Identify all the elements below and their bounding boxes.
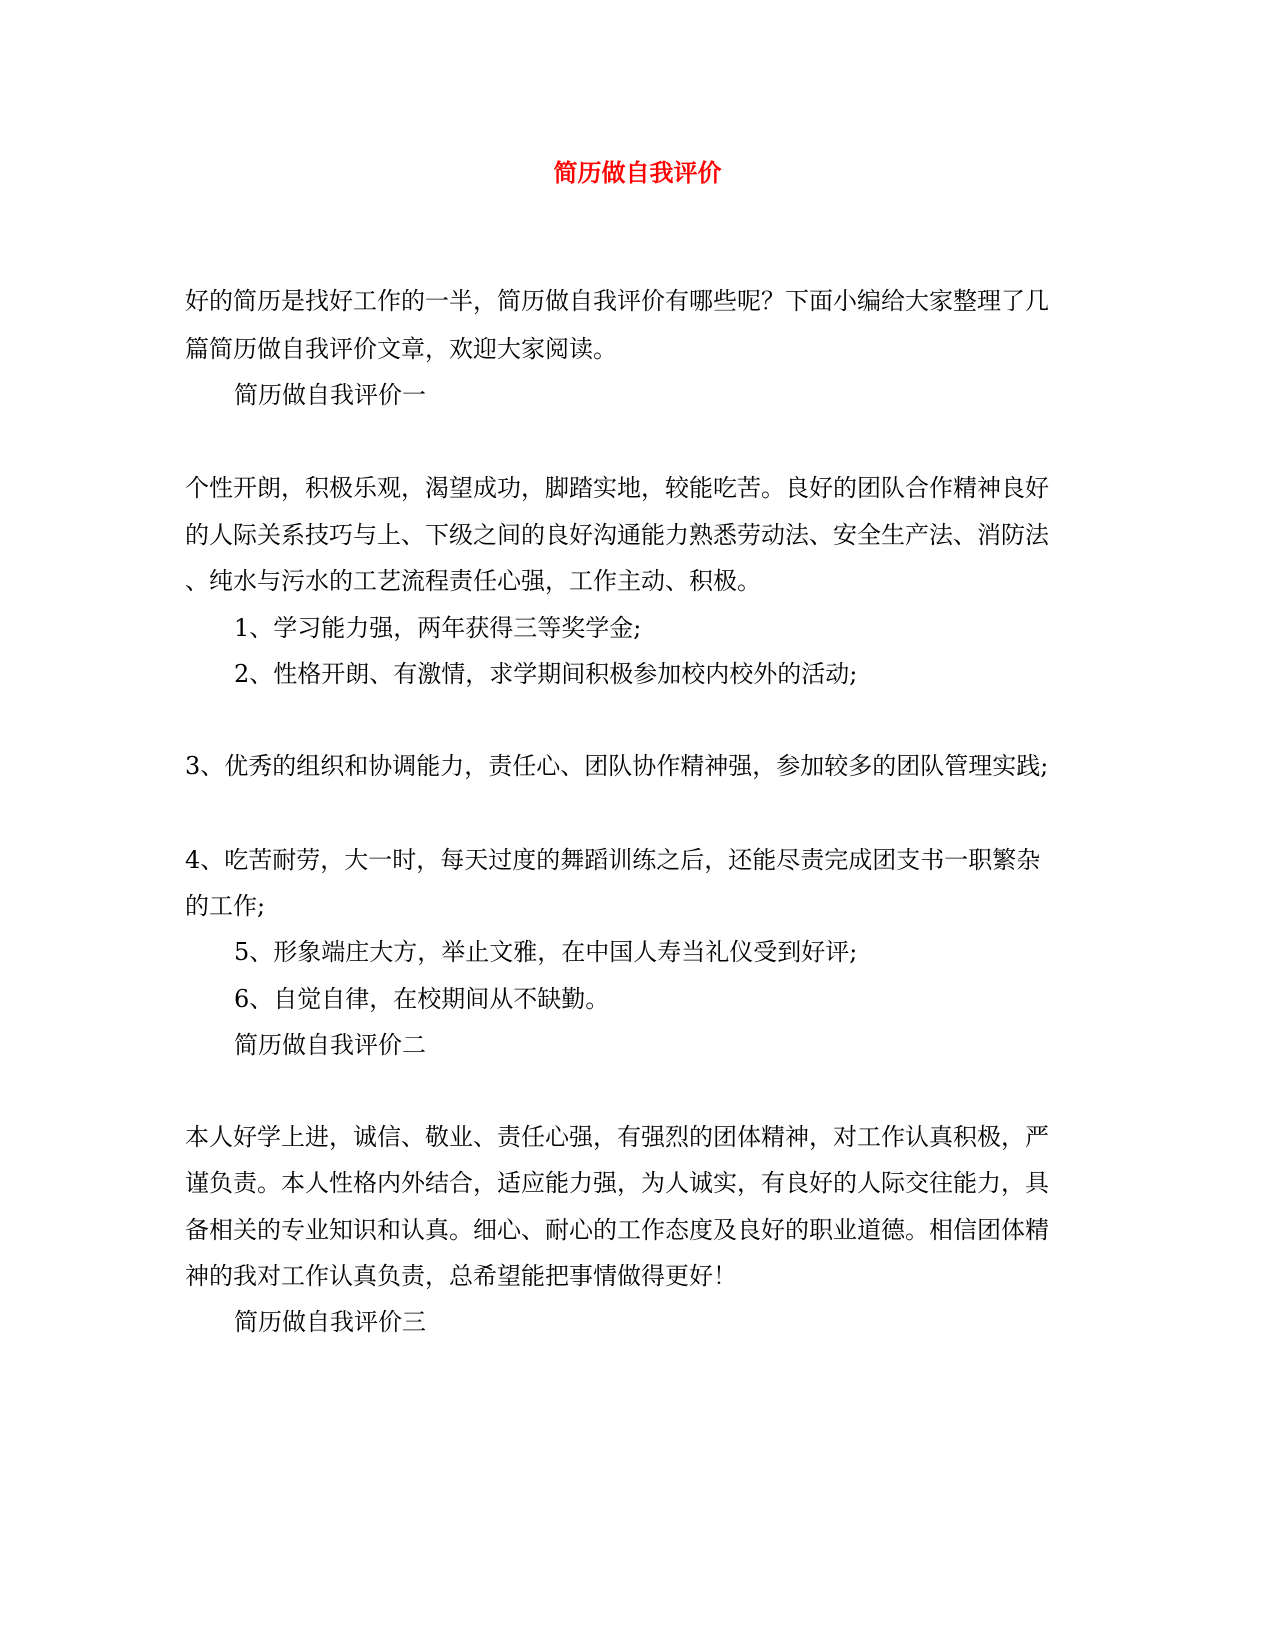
section-heading: 简历做自我评价一: [234, 381, 426, 409]
list-item: 3、优秀的组织和协调能力，责任心、团队协作精神强，参加较多的团队管理实践;: [185, 752, 1049, 780]
paragraph-line: 、纯水与污水的工艺流程责任心强，工作主动、积极。: [185, 567, 761, 595]
list-item: 4、吃苦耐劳，大一时，每天过度的舞蹈训练之后，还能尽责完成团支书一职繁杂: [185, 846, 1041, 874]
paragraph-line: 的人际关系技巧与上、下级之间的良好沟通能力熟悉劳动法、安全生产法、消防法: [185, 521, 1049, 549]
list-item: 2、性格开朗、有激情，求学期间积极参加校内校外的活动;: [234, 660, 858, 688]
paragraph-line: 神的我对工作认真负责，总希望能把事情做得更好！: [185, 1262, 737, 1290]
paragraph-line: 本人好学上进，诚信、敬业、责任心强，有强烈的团体精神，对工作认真积极，严: [185, 1123, 1049, 1151]
list-item: 5、形象端庄大方，举止文雅，在中国人寿当礼仪受到好评;: [234, 938, 858, 966]
list-item: 1、学习能力强，两年获得三等奖学金;: [234, 614, 642, 642]
section-heading: 简历做自我评价三: [234, 1308, 426, 1336]
intro-line: 篇简历做自我评价文章，欢迎大家阅读。: [185, 335, 617, 363]
section-heading: 简历做自我评价二: [234, 1031, 426, 1059]
paragraph-line: 谨负责。本人性格内外结合，适应能力强，为人诚实，有良好的人际交往能力，具: [185, 1169, 1049, 1197]
list-item: 的工作;: [185, 892, 266, 920]
intro-line: 好的简历是找好工作的一半，简历做自我评价有哪些呢？下面小编给大家整理了几: [185, 287, 1049, 315]
document-title: 简历做自我评价: [553, 158, 722, 187]
paragraph-line: 个性开朗，积极乐观，渴望成功，脚踏实地，较能吃苦。良好的团队合作精神良好: [185, 474, 1049, 502]
paragraph-line: 备相关的专业知识和认真。细心、耐心的工作态度及良好的职业道德。相信团体精: [185, 1216, 1049, 1244]
list-item: 6、自觉自律，在校期间从不缺勤。: [234, 985, 610, 1013]
